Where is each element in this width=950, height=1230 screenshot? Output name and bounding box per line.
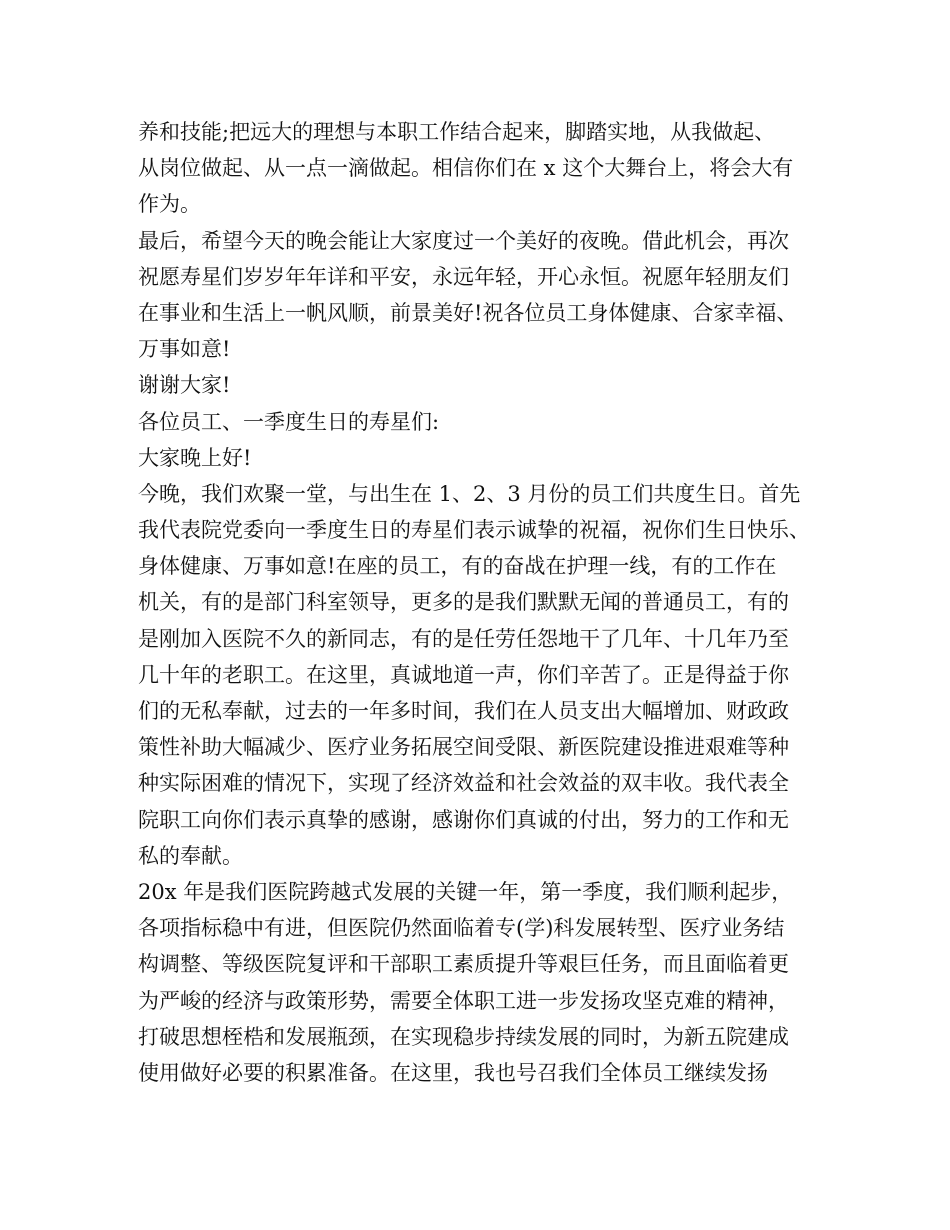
- text-line: 私的奉献。: [138, 843, 243, 868]
- text-line: 万事如意!: [138, 337, 231, 362]
- text-line: 构调整、等级医院复评和干部职工素质提升等艰巨任务，而且面临着更: [138, 952, 789, 977]
- text-line: 最后，希望今天的晚会能让大家度过一个美好的夜晚。借此机会，再次: [138, 228, 789, 253]
- text-line: 从岗位做起、从一点一滴做起。相信你们在 x 这个大舞台上，将会大有: [138, 156, 794, 181]
- text-line: 各项指标稳中有进，但医院仍然面临着专(学)科发展转型、医疗业务结: [138, 916, 785, 941]
- text-line: 机关，有的是部门科室领导，更多的是我们默默无闻的普通员工，有的: [138, 590, 789, 615]
- text-line: 我代表院党委向一季度生日的寿星们表示诚挚的祝福，祝你们生日快乐、: [138, 518, 810, 543]
- text-line: 为严峻的经济与政策形势，需要全体职工进一步发扬攻坚克难的精神，: [138, 988, 789, 1013]
- text-line: 各位员工、一季度生日的寿星们:: [138, 409, 440, 434]
- text-line: 谢谢大家!: [138, 373, 231, 398]
- document-body: [138, 114, 828, 1091]
- text-line: 院职工向你们表示真挚的感谢，感谢你们真诚的付出，努力的工作和无: [138, 807, 789, 832]
- text-line: 身体健康、万事如意!在座的员工，有的奋战在护理一线，有的工作在: [138, 554, 777, 579]
- text-line: 策性补助大幅减少、医疗业务拓展空间受限、新医院建设推进艰难等种: [138, 735, 789, 760]
- text-line: 是刚加入医院不久的新同志，有的是任劳任怨地干了几年、十几年乃至: [138, 626, 789, 651]
- text-line: 使用做好必要的积累准备。在这里，我也号召我们全体员工继续发扬: [138, 1060, 768, 1085]
- text-line: 在事业和生活上一帆风顺，前景美好!祝各位员工身体健康、合家幸福、: [138, 300, 798, 325]
- text-line: 20x 年是我们医院跨越式发展的关键一年，第一季度，我们顺利起步，: [138, 879, 793, 904]
- text-line: 今晚，我们欢聚一堂，与出生在 1、2、3 月份的员工们共度生日。首先: [138, 481, 801, 506]
- text-line: 祝愿寿星们岁岁年年详和平安，永远年轻，开心永恒。祝愿年轻朋友们: [138, 264, 789, 289]
- text-line: 们的无私奉献，过去的一年多时间，我们在人员支出大幅增加、财政政: [138, 699, 789, 723]
- text-line: 种实际困难的情况下，实现了经济效益和社会效益的双丰收。我代表全: [138, 771, 789, 796]
- text-line: 养和技能;把远大的理想与本职工作结合起来，脚踏实地，从我做起、: [138, 120, 776, 144]
- text-line: 大家晚上好!: [138, 445, 252, 470]
- text-line: 作为。: [138, 192, 201, 217]
- text-line: 打破思想桎梏和发展瓶颈，在实现稳步持续发展的同时，为新五院建成: [138, 1024, 789, 1049]
- text-line: 几十年的老职工。在这里，真诚地道一声，你们辛苦了。正是得益于你: [138, 662, 789, 687]
